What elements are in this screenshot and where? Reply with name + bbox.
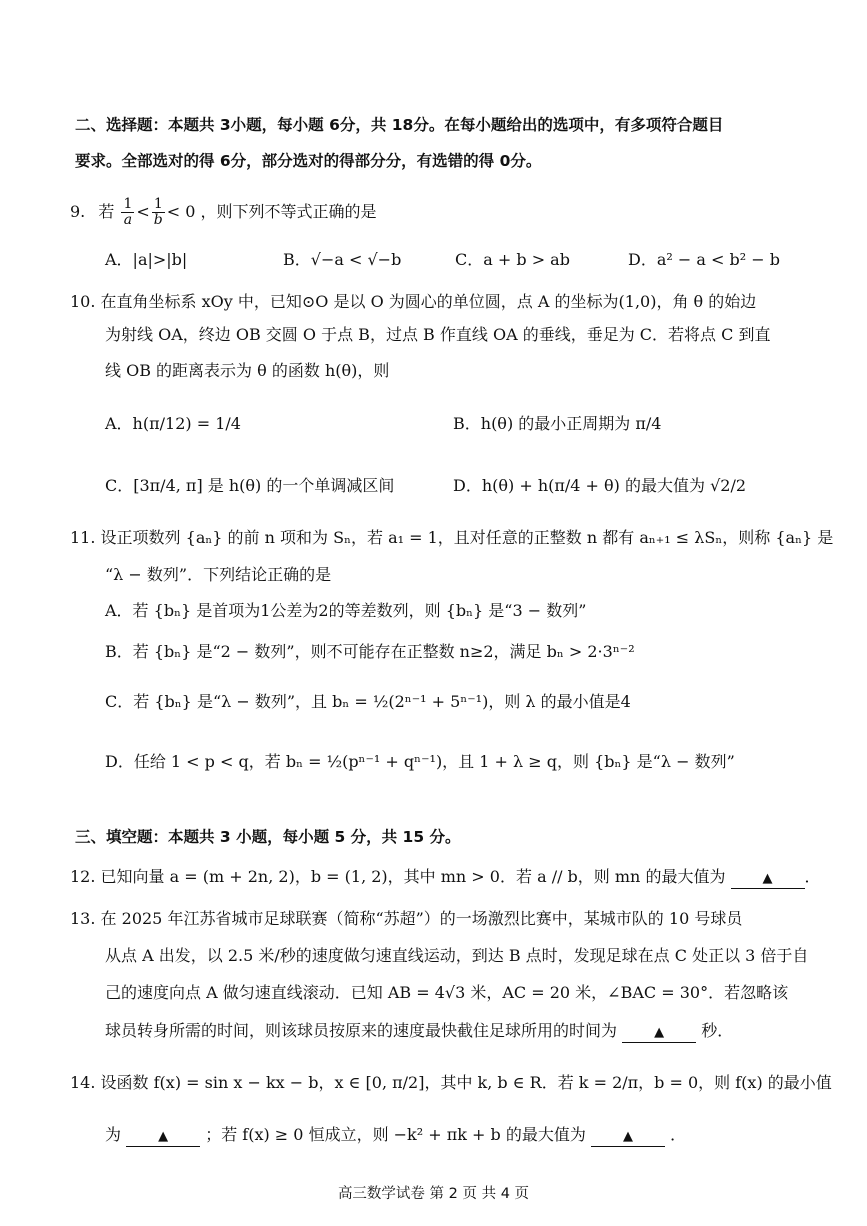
question-11 [70, 527, 833, 549]
q12-number: 12. [70, 867, 96, 886]
q10-number: 10. [70, 292, 96, 311]
q10-line3: 线 OB 的距离表示为 θ 的函数 h(θ)，则 [105, 361, 390, 380]
q13-line4: 球员转身所需的时间，则该球员按原来的速度最快截住足球所用的时间为 [105, 1021, 618, 1040]
triangle-icon: ▲ [622, 1129, 633, 1144]
q13-answer-blank[interactable] [622, 1022, 696, 1043]
q11-line2: “λ − 数列”．下列结论正确的是 [105, 565, 332, 584]
q11-option-b: B．若 {bₙ} 是“2 − 数列”，则不可能存在正整数 n≥2，满足 bₙ > 2·3ⁿ⁻² [105, 642, 635, 661]
q14-answer-blank-2[interactable] [591, 1126, 665, 1147]
q13-line2: 从点 A 出发，以 2.5 米/秒的速度做匀速直线运动，到达 B 点时，发现足球在点 C 处正以 3 倍于自 [105, 946, 809, 965]
q10-line2: 为射线 OA，终边 OB 交圆 O 于点 B，过点 B 作直线 OA 的垂线，垂足为 C．若将点 C 到直 [105, 325, 771, 344]
page-footer: 高三数学试卷 第 2 页 共 4 页 [337, 1186, 530, 1202]
q13-line4-wrap [105, 1020, 733, 1043]
q14-line2 [105, 1124, 686, 1147]
q10-line1: 在直角坐标系 xOy 中，已知⊙O 是以 O 为圆心的单位圆，点 A 的坐标为(1,0)，角 θ 的始边 [100, 292, 757, 311]
q11-number: 11. [70, 528, 96, 547]
q14-line2-pre: 为 [105, 1125, 122, 1144]
q9-option-d: D．a² − a < b² − b [628, 250, 780, 269]
triangle-icon: ▲ [158, 1129, 169, 1144]
q14-answer-blank-1[interactable] [126, 1126, 200, 1147]
q9-stem-post: ，则下列不等式正确的是 [200, 202, 377, 221]
q13-number: 13. [70, 909, 96, 928]
question-13 [70, 908, 742, 930]
section2-heading-cont: 要求。全部选对的得 6分，部分选对的得部分分，有选错的得 0分。 [75, 152, 542, 170]
q9-option-a: A．|a|>|b| [105, 250, 188, 269]
q10-option-c: C．[3π/4, π] 是 h(θ) 的一个单调减区间 [105, 476, 395, 495]
q9-stem-pre: 若 [98, 202, 115, 221]
q13-line3: 己的速度向点 A 做匀速直线滚动．已知 AB = 4√3 米，AC = 20 米，∠BAC = 30°．若忽略该 [105, 983, 789, 1002]
section2-heading: 二、选择题：本题共 3小题，每小题 6分，共 18分。在每小题给出的选项中，有多项符合题目 [75, 116, 724, 134]
q14-number: 14. [70, 1073, 96, 1092]
question-9: 9. 若 $\frac{1}{a}$ < $\frac{1}{b}$ < 0 ，则下列不等式正确的是 [70, 196, 377, 228]
triangle-icon: ▲ [762, 871, 773, 886]
q14-line2-end: ． [670, 1125, 687, 1144]
question-12: 12. 已知向量 a = (m + 2n, 2)，b = (1, 2)，其中 mn > 0．若 a // b，则 mn 的最大值为 ▲ ． [70, 866, 821, 889]
q9-option-b: B．√−a < √−b [283, 250, 402, 269]
q10-option-d: D．h(θ) + h(π/4 + θ) 的最大值为 √2/2 [453, 476, 747, 495]
q11-option-d: D．任给 1 < p < q，若 bₙ = ½(pⁿ⁻¹ + qⁿ⁻¹)，且 1 + λ ≥ q，则 {bₙ} 是“λ − 数列” [105, 752, 735, 771]
q12-text: 已知向量 a = (m + 2n, 2)，b = (1, 2)，其中 mn > 0．若 a // b，则 mn 的最大值为 [100, 867, 726, 886]
q10-option-b: B．h(θ) 的最小正周期为 π/4 [453, 414, 662, 433]
section3-heading: 三、填空题：本题共 3 小题，每小题 5 分，共 15 分。 [75, 828, 461, 846]
q13-unit: 秒． [701, 1021, 734, 1040]
q9-fraction-1-over-b: $\frac{1}{b}$ [153, 196, 163, 228]
q11-line1: 设正项数列 {aₙ} 的前 n 项和为 Sₙ，若 a₁ = 1，且对任意的正整数 n 都有 aₙ₊₁ ≤ λSₙ，则称 {aₙ} 是 [100, 528, 834, 547]
q9-number: 9. [70, 202, 86, 221]
q12-answer-blank[interactable] [731, 868, 805, 889]
q14-line2-mid: ；若 f(x) ≥ 0 恒成立，则 −k² + πk + b 的最大值为 [205, 1125, 586, 1144]
q9-option-c: C．a + b > ab [455, 250, 570, 269]
question-14 [70, 1072, 832, 1094]
q11-option-c: C．若 {bₙ} 是“λ − 数列”，且 bₙ = ½(2ⁿ⁻¹ + 5ⁿ⁻¹)，则 λ 的最小值是4 [105, 692, 631, 711]
q10-option-a: A．h(π/12) = 1/4 [105, 414, 241, 433]
q13-line1: 在 2025 年江苏省城市足球联赛（简称“苏超”）的一场激烈比赛中，某城市队的 10 号球员 [100, 909, 743, 928]
q11-option-a: A．若 {bₙ} 是首项为1公差为2的等差数列，则 {bₙ} 是“3 − 数列” [105, 601, 587, 620]
q9-fraction-1-over-a: $\frac{1}{a}$ [123, 196, 133, 228]
q14-line1: 设函数 f(x) = sin x − kx − b，x ∈ [0, π/2]，其中 k, b ∈ R．若 k = 2/π，b = 0，则 f(x) 的最小值 [100, 1073, 832, 1092]
question-10 [70, 291, 756, 313]
triangle-icon: ▲ [654, 1025, 665, 1040]
